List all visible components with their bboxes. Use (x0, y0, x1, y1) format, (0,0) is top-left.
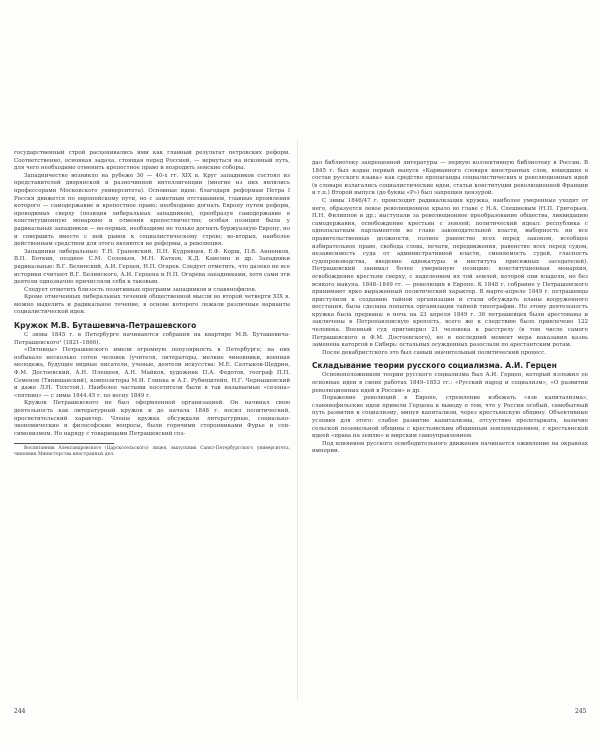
right-paragraph-2: С зимы 1846/47 г. происходит радикализация кружка, наиболее умеренные уходят от него, образуется левое революционное крыло во главе с Н.А. Спешневым (Н.П. Григорьев, П.Н. Филиппов и др.; выступали за революционное преобразование общества, ликвидацию самодержавия, освобождение крестьян с землей; политический идеал: республика с однопалатным парламентом во главе законодательной власти, выборность ни все правительственные должности, полное равенство всех перед законом, всеобщее избирательное право, свобода слова, печати, передвижения, равенство всех перед судом, независимость суда от административной власти, сменяемость судей, гласность судопроизводства, введение адвокатуры и института присяжных заседателей). Петрашевский занимал более умеренную позицию: конституционная монархия, освобождение крестьян сверху, с наделением их той землей, которой они владели, но без всякого выкупа. 1848–1849 гг. — революция в Европе. К 1848 г. собрание у Петрашевского принимают ярко выраженный политический характер. В марте-апреле 1849 г. петрашевцы приступили к созданию тайной организации и стали обсуждать планы вооруженного восстания, была сделана попытка организации тайной типографии. Но этому деятельность кружка была прервана: в ночь на 23 апреля 1849 г. 36 петрашевцев были арестованы и заключены в Петропавловскую крепость, всего же к следствию было привлечено 122 человека. Военный суд приговорил 21 человека к расстрелу (в том числе самого Петрашевского и Ф.М. Достоевского), но в последний момент мера наказания казнь заменена каторгой в Сибирь: остальных осужденных разослали по арестантским ротам. (312, 197, 588, 349)
footnote: Воспитанник Александровского (Царскосельского) лицея, выпускник Санкт-Петербургского университета, чиновник Министерства иностранных дел. (14, 445, 290, 457)
left-paragraph-6: С зимы 1845 г. в Петербурге начинаются собрания на квартире М.В. Буташевича-Петрашевского¹ (1821–1866). (14, 332, 290, 346)
left-paragraph-3: Западники либеральные: Т.Н. Грановский, П.Н. Кудрявцев, Е.Ф. Корш, П.В. Анненков, В.П. Боткин, позднее С.М. Соловьев, М.Н. Катков, К.Д. Кавелин и др. Западники радикальные: В.Г. Белинский, А.И. Герцен, Н.П. Огарев. Следует отметить, что далеко не все историки считают В.Г. Белинского, А.И. Герцена и Н.П. Огарева западниками, хотя сами эти деятели однозначно причисляли себя к таковым. (14, 248, 290, 286)
right-paragraph-1: дал библиотеку запрещенной литературы — первую коллективную библиотеку в России. В 1845 г. был издан первый выпуск «Карманного словаря иностранных слов, вошедших в состав русского языка» как средство пропаганды социалистических и революционных идей (в словаре излагались социалистические идеи, статьи конституции революционной Франции и т.п.) Второй выпуск (до буквы «Р») был запрещен цензурой. (312, 160, 588, 197)
right-paragraph-5: Поражение революций в Европе, стремление избежать «язв капитализма», славянофильские идеи привели Герцена к выводу о том, что у России особый, самобытный путь развития к социализму, минуя капитализм, через крестьянскую общину. Объективные условия для этого: слабое развитие капитализма, отсутствие пролетариата, наличие сельской поземельной общины с крестьянским общинным землевладением, с крестьянской идеей «права на землю» и мирским самоуправлением. (312, 395, 588, 440)
left-paragraph-2: Западничество возникло на рубеже 30 — 40-х гг. XIX в. Круг западников состоял из представителей дворянской и разночинной интеллигенции (многие из них являлись профессорами Московского университета). Основные идеи: благодаря реформам Петра I Россия движется по европейскому пути, но с заметным отставанием, главные проявления которого — самодержавие и крепостное право; необходимо догнать Европу путем реформ, проводимых сверху (позиция либеральных западников), преобразуя самодержавие в конституционную монархию и отменив крепостничество; особая позиция была у радикальных западников — во-первых, необходимо не только догнать буржуазную Европу, но и совершить вместе с ней рывок к социалистическому строю; во-вторых, наиболее действенным средством для этого являются не реформы, а революция. (14, 172, 290, 248)
right-page (312, 160, 588, 456)
left-page-number: 244 (14, 708, 26, 715)
footnote-rule (14, 443, 114, 444)
book-gutter (297, 140, 298, 700)
left-paragraph-4: Следует отметить близость позитивных программ западников и славянофилов. (24, 286, 257, 293)
right-paragraph-6: Под влиянием русского освободительного движения начинается оживление на окраинах империи. (312, 440, 588, 455)
left-paragraph-8: Кружок Петрашевского не был оформленной организацией. Он начинал свою деятельность как литературный кружок и до начала 1848 г. носил политический, просветительский характер. Члены кружка обсуждали литературные, социально-экономические и философские вопросы, были горячими сторонниками Фурье и сен-симонизмом. Но наряду с товарищами Петрашевский соз- (14, 400, 290, 437)
right-paragraph-3: После декабристского это был самый значительный политический процесс. (322, 349, 546, 356)
left-paragraph-1: государственный строй расценивались ими как главный результат петровских реформ. Соответственно, основная задача, стоящая перед Россией, — вернуться на исконный путь, для чего необходимо отменить крепостное право и возродить земские соборы. (14, 150, 290, 172)
left-section-heading: Кружок М.В. Буташевича-Петрашевского (14, 321, 197, 331)
left-paragraph-7: «Пятницы» Петрашевского имели огромную популярность в Петербурге; на них побывало несколько сотен человек (учителя, литераторы, мелкие чиновники, военная молодежь, будущие видные писатели, ученые, деятели искусства: М.Е. Салтыков-Щедрин, Ф.М. Достоевский, А.Н. Плещеев, А.Н. Майков, художник П.А. Федотов, географ П.П. Семенов (Тянишанский), композиторы М.И. Глинка и А.Г. Рубинштейн, Н.Г. Чернышевский и даже Л.Н. Толстой.). Наиболее частыми посетители были в так называемые «сезона» «пятниц» — с зимы 1844.45 г. по весну 1849 г. (14, 347, 290, 399)
left-paragraph-5: Кроме отмеченных либеральных течений общественной мысли во второй четверти XIX в. можно выделить и радикальное течение, в основе которого лежали различные варианты социалистической идеи. (14, 294, 290, 316)
right-paragraph-4: Основоположником теории русского социализма был А.И. Герцен, который изложил ее основные идеи в своих работах 1849–1853 гг.: «Русский народ и социализм», «О развитии революционных идей в России» и др. (312, 372, 588, 394)
right-section-heading: Складывание теории русского социализма. А.И. Герцен (312, 361, 557, 371)
left-page (14, 150, 290, 458)
right-page-number: 245 (575, 708, 587, 715)
